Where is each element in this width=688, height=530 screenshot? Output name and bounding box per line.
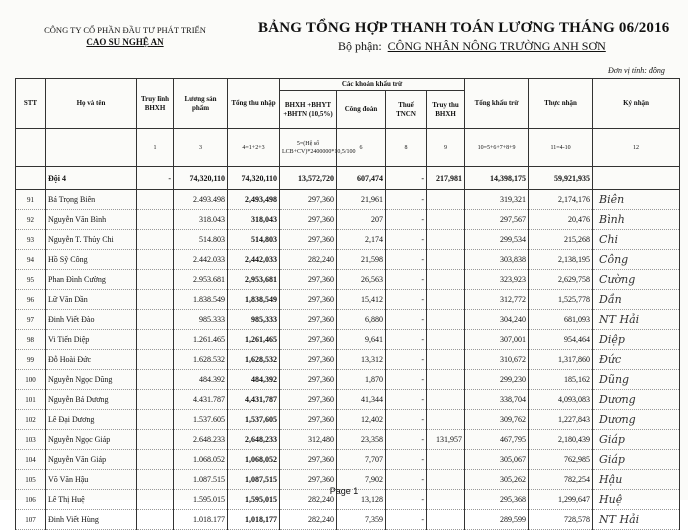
row-thue: -: [386, 270, 427, 290]
company-name-line1: CÔNG TY CỔ PHẦN ĐẦU TƯ PHÁT TRIỂN: [44, 25, 206, 35]
row-truy-linh: [137, 290, 174, 310]
row-tong-khau-tru: 338,704: [465, 390, 529, 410]
row-thuc-nhan: 20,476: [529, 210, 593, 230]
row-bhxh: 297,360: [280, 350, 337, 370]
row-tong-khau-tru: 299,534: [465, 230, 529, 250]
row-thuc-nhan: 954,464: [529, 330, 593, 350]
group-tong: 74,320,110: [228, 167, 280, 190]
header-thue: Thuế TNCN: [386, 91, 427, 129]
index-cell: 3: [174, 129, 228, 167]
row-name: Võ Văn Hậu: [46, 470, 137, 490]
row-stt: 100: [16, 370, 46, 390]
row-name: Đinh Viết Hùng: [46, 510, 137, 530]
row-tong-khau-tru: 305,067: [465, 450, 529, 470]
row-bhxh: 297,360: [280, 410, 337, 430]
row-tong-khau-tru: 295,368: [465, 490, 529, 510]
group-name: Đội 4: [46, 167, 137, 190]
row-tong: 514,803: [228, 230, 280, 250]
table-row: [16, 410, 680, 430]
row-thuc-nhan: 2,629,758: [529, 270, 593, 290]
row-tong: 2,648,233: [228, 430, 280, 450]
row-stt: 98: [16, 330, 46, 350]
row-tong-khau-tru: 305,262: [465, 470, 529, 490]
header-stt: STT: [16, 79, 46, 129]
table-row: [16, 190, 680, 210]
row-signature: Giáp: [593, 430, 680, 450]
row-thue: -: [386, 310, 427, 330]
row-thuc-nhan: 762,985: [529, 450, 593, 470]
row-truy-linh: [137, 270, 174, 290]
row-thuc-nhan: 185,162: [529, 370, 593, 390]
row-truy-linh: [137, 390, 174, 410]
row-tong: 1,068,052: [228, 450, 280, 470]
row-name: Nguyễn Văn Giáp: [46, 450, 137, 470]
row-tong: 4,431,787: [228, 390, 280, 410]
row-name: Đỗ Hoài Đức: [46, 350, 137, 370]
row-luong: 1.838.549: [174, 290, 228, 310]
row-bhxh: 297,360: [280, 230, 337, 250]
row-name: Nguyễn Ngọc Giáp: [46, 430, 137, 450]
row-thue: -: [386, 230, 427, 250]
row-signature: Đức: [593, 350, 680, 370]
row-luong: 2.493.498: [174, 190, 228, 210]
header-truy-linh: Truy lĩnh BHXH: [137, 79, 174, 129]
row-truy-thu: [427, 210, 465, 230]
row-thue: -: [386, 250, 427, 270]
table-row: [16, 430, 680, 450]
row-thuc-nhan: 2,138,195: [529, 250, 593, 270]
table-row: [16, 250, 680, 270]
row-tong: 1,261,465: [228, 330, 280, 350]
row-stt: 107: [16, 510, 46, 530]
index-cell: 6: [337, 129, 386, 167]
row-truy-thu: [427, 330, 465, 350]
row-tong-khau-tru: 310,672: [465, 350, 529, 370]
group-cong-doan: 607,474: [337, 167, 386, 190]
row-name: Nguyễn Ngọc Dũng: [46, 370, 137, 390]
company-header: [40, 24, 210, 48]
row-tong-khau-tru: 303,838: [465, 250, 529, 270]
row-stt: 96: [16, 290, 46, 310]
header-tong-khau-tru: Tổng khấu trừ: [465, 79, 529, 129]
group-stt: [16, 167, 46, 190]
row-signature: Giáp: [593, 450, 680, 470]
row-luong: 2.953.681: [174, 270, 228, 290]
table-row: [16, 510, 680, 530]
row-stt: 93: [16, 230, 46, 250]
row-truy-linh: [137, 410, 174, 430]
row-name: Lữ Văn Dần: [46, 290, 137, 310]
row-truy-linh: [137, 350, 174, 370]
header-khau-tru-group: Các khoản khấu trừ: [280, 79, 465, 91]
table-row: [16, 270, 680, 290]
index-cell: [46, 129, 137, 167]
row-cong-doan: 6,880: [337, 310, 386, 330]
row-thue: -: [386, 450, 427, 470]
index-cell: 11=4-10: [529, 129, 593, 167]
row-tong-khau-tru: 323,923: [465, 270, 529, 290]
row-thuc-nhan: 2,180,439: [529, 430, 593, 450]
row-tong-khau-tru: 309,762: [465, 410, 529, 430]
row-truy-thu: [427, 290, 465, 310]
row-stt: 91: [16, 190, 46, 210]
row-tong-khau-tru: 289,599: [465, 510, 529, 530]
document-title: BẢNG TỔNG HỢP THANH TOÁN LƯƠNG THÁNG 06/2016: [258, 20, 670, 36]
row-truy-thu: [427, 450, 465, 470]
row-bhxh: 282,240: [280, 250, 337, 270]
row-luong: 514.803: [174, 230, 228, 250]
row-bhxh: 297,360: [280, 210, 337, 230]
row-signature: Diệp: [593, 330, 680, 350]
row-cong-doan: 7,902: [337, 470, 386, 490]
row-cong-doan: 15,412: [337, 290, 386, 310]
table-row: [16, 390, 680, 410]
row-tong-khau-tru: 299,230: [465, 370, 529, 390]
row-thuc-nhan: 4,093,083: [529, 390, 593, 410]
page-number: Page 1: [329, 486, 359, 496]
row-thue: -: [386, 430, 427, 450]
row-cong-doan: 7,707: [337, 450, 386, 470]
row-truy-thu: [427, 370, 465, 390]
row-luong: 1.261.465: [174, 330, 228, 350]
row-bhxh: 282,240: [280, 490, 337, 510]
table-row: [16, 450, 680, 470]
row-luong: 985.333: [174, 310, 228, 330]
row-luong: 1.087.515: [174, 470, 228, 490]
row-tong-khau-tru: 319,321: [465, 190, 529, 210]
index-cell: 5=(Hệ số LCB+CV)*2400000*10,5/100: [280, 129, 337, 167]
table-row: [16, 210, 680, 230]
row-bhxh: 297,360: [280, 290, 337, 310]
table-row: [16, 370, 680, 390]
row-name: Lê Đại Dương: [46, 410, 137, 430]
header-name: Họ và tên: [46, 79, 137, 129]
group-sign: [593, 167, 680, 190]
row-thuc-nhan: 1,525,778: [529, 290, 593, 310]
row-stt: 104: [16, 450, 46, 470]
row-truy-thu: [427, 350, 465, 370]
row-cong-doan: 12,402: [337, 410, 386, 430]
row-signature: Dần: [593, 290, 680, 310]
row-thuc-nhan: 215,268: [529, 230, 593, 250]
row-thuc-nhan: 681,093: [529, 310, 593, 330]
row-truy-linh: [137, 190, 174, 210]
row-truy-linh: [137, 450, 174, 470]
table-row: [16, 350, 680, 370]
row-tong-khau-tru: 312,772: [465, 290, 529, 310]
row-name: Nguyễn Văn Bình: [46, 210, 137, 230]
table-row: [16, 330, 680, 350]
row-truy-linh: [137, 210, 174, 230]
row-truy-thu: [427, 410, 465, 430]
row-name: Đinh Viết Đào: [46, 310, 137, 330]
row-tong: 1,537,605: [228, 410, 280, 430]
group-tong-khau-tru: 14,398,175: [465, 167, 529, 190]
header-ky-nhan: Ký nhận: [593, 79, 680, 129]
row-cong-doan: 23,358: [337, 430, 386, 450]
row-name: Lê Thị Huệ: [46, 490, 137, 510]
row-stt: 99: [16, 350, 46, 370]
row-thue: -: [386, 390, 427, 410]
row-cong-doan: 2,174: [337, 230, 386, 250]
row-stt: 94: [16, 250, 46, 270]
row-tong-khau-tru: 297,567: [465, 210, 529, 230]
row-truy-thu: [427, 390, 465, 410]
group-truy-linh: -: [137, 167, 174, 190]
row-signature: Huệ: [593, 490, 680, 510]
employee-rows: [16, 190, 680, 530]
row-truy-linh: [137, 230, 174, 250]
row-tong: 484,392: [228, 370, 280, 390]
department-line: [338, 39, 606, 54]
row-signature: Cường: [593, 270, 680, 290]
header-truy-thu: Truy thu BHXH: [427, 91, 465, 129]
row-stt: 102: [16, 410, 46, 430]
row-stt: 103: [16, 430, 46, 450]
row-luong: 318.043: [174, 210, 228, 230]
row-bhxh: 297,360: [280, 330, 337, 350]
row-luong: 1.018.177: [174, 510, 228, 530]
row-name: Hồ Sỹ Công: [46, 250, 137, 270]
row-bhxh: 297,360: [280, 370, 337, 390]
row-thuc-nhan: 1,227,843: [529, 410, 593, 430]
index-cell: 10=5+6+7+8+9: [465, 129, 529, 167]
row-tong: 1,018,177: [228, 510, 280, 530]
row-thuc-nhan: 1,299,647: [529, 490, 593, 510]
row-truy-linh: [137, 310, 174, 330]
department-label: Bộ phận:: [338, 39, 382, 53]
row-tong: 1,087,515: [228, 470, 280, 490]
row-cong-doan: 21,961: [337, 190, 386, 210]
row-luong: 1.537.605: [174, 410, 228, 430]
index-cell: 1: [137, 129, 174, 167]
row-thuc-nhan: 782,254: [529, 470, 593, 490]
row-name: Vi Tiến Diệp: [46, 330, 137, 350]
row-stt: 105: [16, 470, 46, 490]
row-thue: -: [386, 330, 427, 350]
row-luong: 2.648.233: [174, 430, 228, 450]
index-cell: 4=1+2+3: [228, 129, 280, 167]
row-thue: -: [386, 290, 427, 310]
row-tong: 1,628,532: [228, 350, 280, 370]
currency-unit: Đơn vị tính: đồng: [608, 66, 665, 75]
row-tong: 2,442,033: [228, 250, 280, 270]
table-row: [16, 290, 680, 310]
row-signature: Biên: [593, 190, 680, 210]
department-value: CÔNG NHÂN NÔNG TRƯỜNG ANH SƠN: [387, 39, 606, 53]
row-thue: -: [386, 190, 427, 210]
row-tong: 1,838,549: [228, 290, 280, 310]
table-row: [16, 310, 680, 330]
row-cong-doan: 13,128: [337, 490, 386, 510]
row-thuc-nhan: 728,578: [529, 510, 593, 530]
group-luong: 74,320,110: [174, 167, 228, 190]
index-cell: [16, 129, 46, 167]
row-bhxh: 282,240: [280, 510, 337, 530]
row-thue: -: [386, 350, 427, 370]
row-stt: 101: [16, 390, 46, 410]
row-cong-doan: 207: [337, 210, 386, 230]
row-bhxh: 297,360: [280, 470, 337, 490]
row-name: Bá Trọng Biên: [46, 190, 137, 210]
row-tong: 985,333: [228, 310, 280, 330]
header-tong-thu-nhap: Tổng thu nhập: [228, 79, 280, 129]
row-tong-khau-tru: 304,240: [465, 310, 529, 330]
index-cell: 8: [386, 129, 427, 167]
row-luong: 2.442.033: [174, 250, 228, 270]
row-bhxh: 297,360: [280, 390, 337, 410]
row-name: Nguyễn T. Thủy Chi: [46, 230, 137, 250]
row-thue: -: [386, 470, 427, 490]
index-cell: 9: [427, 129, 465, 167]
row-bhxh: 312,480: [280, 430, 337, 450]
table-row: [16, 230, 680, 250]
group-truy-thu: 217,981: [427, 167, 465, 190]
row-cong-doan: 1,870: [337, 370, 386, 390]
group-summary-row: [16, 167, 680, 190]
row-truy-linh: [137, 510, 174, 530]
row-truy-thu: [427, 510, 465, 530]
row-truy-thu: [427, 230, 465, 250]
row-cong-doan: 41,344: [337, 390, 386, 410]
row-bhxh: 297,360: [280, 270, 337, 290]
header-bhxh: BHXH +BHYT +BHTN (10,5%): [280, 91, 337, 129]
row-luong: 484.392: [174, 370, 228, 390]
row-truy-linh: [137, 250, 174, 270]
row-cong-doan: 9,641: [337, 330, 386, 350]
row-signature: Bình: [593, 210, 680, 230]
row-name: Nguyễn Bá Dương: [46, 390, 137, 410]
row-signature: NT Hải: [593, 310, 680, 330]
row-tong-khau-tru: 307,001: [465, 330, 529, 350]
row-signature: Hậu: [593, 470, 680, 490]
row-truy-linh: [137, 430, 174, 450]
row-stt: 92: [16, 210, 46, 230]
row-thue: -: [386, 410, 427, 430]
row-thue: -: [386, 210, 427, 230]
row-signature: Công: [593, 250, 680, 270]
row-bhxh: 297,360: [280, 190, 337, 210]
row-tong: 318,043: [228, 210, 280, 230]
row-stt: 97: [16, 310, 46, 330]
row-truy-thu: [427, 310, 465, 330]
row-cong-doan: 13,312: [337, 350, 386, 370]
row-thuc-nhan: 1,317,860: [529, 350, 593, 370]
group-thuc-nhan: 59,921,935: [529, 167, 593, 190]
row-luong: 4.431.787: [174, 390, 228, 410]
row-thuc-nhan: 2,174,176: [529, 190, 593, 210]
row-bhxh: 297,360: [280, 450, 337, 470]
payroll-table: [15, 78, 680, 530]
row-truy-linh: [137, 370, 174, 390]
row-stt: 106: [16, 490, 46, 510]
row-truy-thu: [427, 190, 465, 210]
row-cong-doan: 26,563: [337, 270, 386, 290]
row-tong-khau-tru: 467,795: [465, 430, 529, 450]
row-truy-thu: 131,957: [427, 430, 465, 450]
row-signature: Chi: [593, 230, 680, 250]
row-cong-doan: 21,598: [337, 250, 386, 270]
row-tong: 2,953,681: [228, 270, 280, 290]
header-cong-doan: Công đoàn: [337, 91, 386, 129]
row-cong-doan: 7,359: [337, 510, 386, 530]
row-thue: -: [386, 510, 427, 530]
row-signature: Dũng: [593, 370, 680, 390]
row-tong: 1,595,015: [228, 490, 280, 510]
row-truy-thu: [427, 250, 465, 270]
row-signature: Dương: [593, 410, 680, 430]
row-thue: -: [386, 490, 427, 510]
group-thue: -: [386, 167, 427, 190]
row-luong: 1.628.532: [174, 350, 228, 370]
company-name-line2: CAO SU NGHỆ AN: [86, 37, 164, 47]
group-bhxh: 13,572,720: [280, 167, 337, 190]
row-luong: 1.595.015: [174, 490, 228, 510]
index-cell: 12: [593, 129, 680, 167]
column-index-row: [16, 129, 680, 167]
row-truy-linh: [137, 330, 174, 350]
row-name: Phan Đình Cường: [46, 270, 137, 290]
row-tong: 2,493,498: [228, 190, 280, 210]
header-luong: Lương sản phẩm: [174, 79, 228, 129]
row-stt: 95: [16, 270, 46, 290]
header-thuc-nhan: Thực nhận: [529, 79, 593, 129]
row-signature: Dương: [593, 390, 680, 410]
row-bhxh: 297,360: [280, 310, 337, 330]
row-truy-thu: [427, 270, 465, 290]
row-signature: NT Hải: [593, 510, 680, 530]
row-luong: 1.068.052: [174, 450, 228, 470]
row-thue: -: [386, 370, 427, 390]
